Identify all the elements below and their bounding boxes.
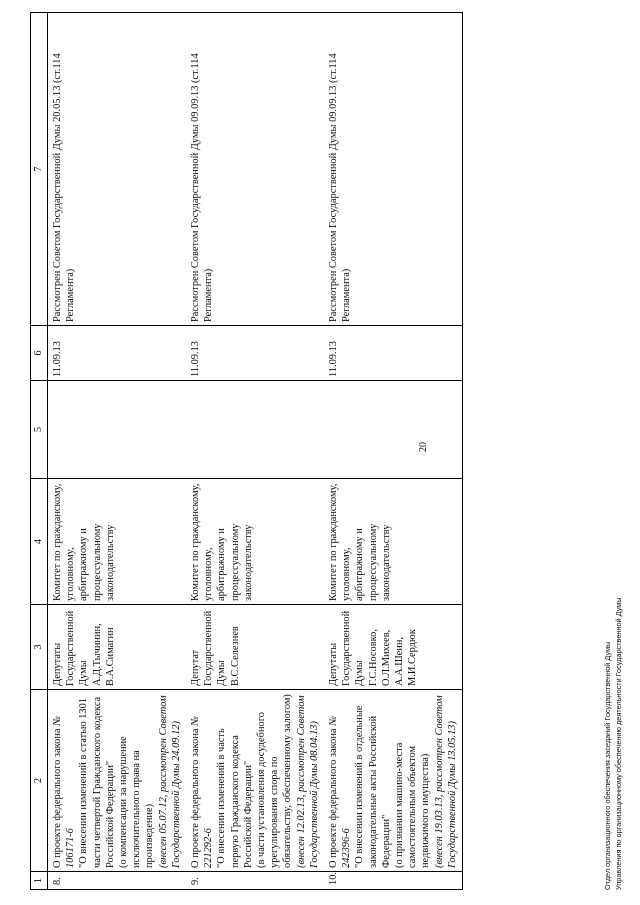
initiator: Депутаты Государственной Думы Г.С.Носовко, О.Л.Михеев, А.А.Шеин, М.И.Сердюк — [324, 605, 463, 690]
project-italic-text: № 221292-6 — [190, 716, 215, 868]
committee: Комитет по гражданскому, уголовному, арбитражному и процессуальному законодательству — [324, 479, 463, 605]
project-text: О проекте федерального закона — [328, 725, 340, 868]
column-5-cell — [186, 381, 324, 479]
review-date: 11.09.13 — [324, 326, 463, 381]
review-date: 11.09.13 — [186, 326, 324, 381]
column-header: 3 — [31, 605, 48, 690]
bills-table-container — [30, 13, 458, 890]
column-header: 6 — [31, 326, 48, 381]
row-number: 8. — [48, 872, 187, 890]
status: Рассмотрен Советом Государственной Думы 09.09.13 (ст.114 Регламента) — [186, 13, 324, 326]
table-row — [186, 13, 324, 890]
bills-table — [30, 12, 463, 890]
table-row — [324, 13, 463, 890]
project-description — [48, 690, 187, 872]
table-row — [48, 13, 187, 890]
initiator: Депутаты Государственной Думы А.Д.Тычинин, В.А.Симагин — [48, 605, 187, 690]
project-text: О проекте федерального закона — [52, 725, 63, 868]
row-number: 10. — [324, 872, 463, 890]
committee: Комитет по гражданскому, уголовному, арбитражному и процессуальному законодательству — [48, 479, 187, 605]
initiator: Депутат Государственной Думы В.С.Селезнев — [186, 605, 324, 690]
project-text: "О внесении изменений в часть первую Гражданского кодекса Российской Федерации" — [216, 728, 254, 868]
project-italic-text: (внесен 19.03.13, рассмотрен Советом Государственной Думы 13.05.13) — [433, 695, 458, 868]
project-description — [186, 690, 324, 872]
row-number: 9. — [186, 872, 324, 890]
column-header: 5 — [31, 381, 48, 479]
column-5-cell — [324, 381, 463, 479]
project-italic-text: (внесен 12.02.13, рассмотрен Советом Государственной Думы 08.04.13) — [295, 695, 320, 868]
review-date: 11.09.13 — [48, 326, 187, 381]
project-text: "О внесении изменений в статью 1301 части четвертой Гражданского кодекса Российской Федерации" — [78, 696, 116, 868]
project-text: (в части установления досудебного урегулирования спора по обязательству, обеспеченному залогом) — [256, 694, 294, 868]
column-header: 7 — [31, 13, 48, 326]
status: Рассмотрен Советом Государственной Думы 09.09.13 (ст.114 Регламента) — [324, 13, 463, 326]
project-description — [324, 690, 463, 872]
footer-line-directorate: Управления по организационному обеспечению деятельности Государственной Думы — [614, 597, 623, 890]
project-italic-text: (внесен 05.07.12, рассмотрен Советом Государственной Думы 24.09.12) — [157, 695, 182, 868]
project-text: "О внесении изменений в отдельные законодательные акты Российской Федерации" — [354, 705, 392, 868]
column-header: 4 — [31, 479, 48, 605]
project-italic-text: № 106171-6 — [52, 716, 77, 868]
project-text: (о признании машино-места самостоятельным объектом недвижимого имущества) — [394, 742, 432, 868]
project-text: О проекте федерального закона — [190, 725, 202, 868]
table-header-row — [31, 13, 48, 890]
project-text: (о компенсации за нарушение исключительного права на произведение) — [118, 736, 156, 868]
column-header: 1 — [31, 872, 48, 890]
status: Рассмотрен Советом Государственной Думы 20.05.13 (ст.114 Регламента) — [48, 13, 187, 326]
project-italic-text: № 242396-6 — [328, 716, 353, 868]
page-number: 20 — [418, 442, 429, 452]
column-5-cell — [48, 381, 187, 479]
committee: Комитет по гражданскому, уголовному, арбитражному и процессуальному законодательству — [186, 479, 324, 605]
column-header: 2 — [31, 690, 48, 872]
footer-line-department: Отдел организационного обеспечения заседаний Государственной Думы — [603, 641, 612, 890]
